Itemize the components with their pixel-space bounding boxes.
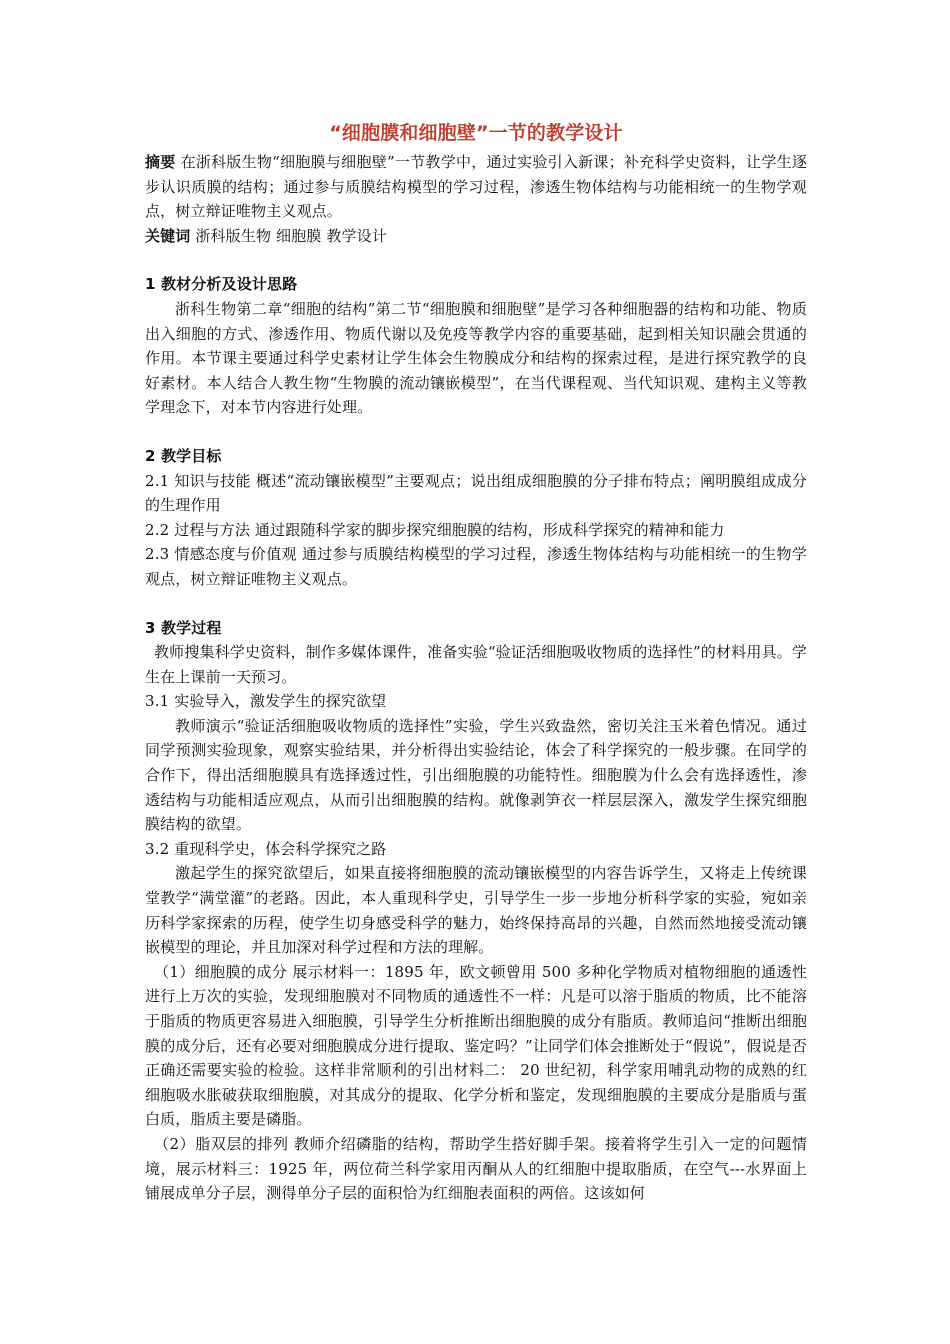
section-3-intro: 教师搜集科学史资料，制作多媒体课件，准备实验“验证活细胞吸收物质的选择性”的材料用具。学生在上课前一天预习。: [145, 643, 807, 686]
section-1-paragraph: 浙科生物第二章“细胞的结构”第二节“细胞膜和细胞壁”是学习各种细胞器的结构和功能、物质出入细胞的方式、渗透作用、物质代谢以及免疫等教学内容的重要基础，起到相关知识融会贯通的作用。本节课主要通过科学史素材让学生体会生物膜成分和结构的探索过程，是进行探究教学的良好素材。本人结合人教生物“生物膜的流动镶嵌模型”，在当代课程观、当代知识观、建构主义等教学理念下，对本节内容进行处理。: [145, 299, 807, 417]
objective-item-2: 2.2 过程与方法 通过跟随科学家的脚步探究细胞膜的结构，形成科学探究的精神和能力: [145, 520, 725, 539]
abstract-label: 摘要: [145, 153, 176, 171]
section-3-heading: 3 教学过程: [145, 618, 222, 637]
objective-item-3: 2.3 情感态度与价值观 通过参与质膜结构模型的学习过程，渗透生物体结构与功能相统一的生物学观点，树立辩证唯物主义观点。: [145, 545, 807, 588]
abstract-text: 在浙科版生物“细胞膜与细胞壁”一节教学中，通过实验引入新课；补充科学史资料，让学生逐步认识质膜的结构；通过参与质膜结构模型的学习过程，渗透生物体结构与功能相统一的生物学观点，树立辩证唯物主义观点。: [145, 153, 807, 221]
subsection-3-1-heading: 3.1 实验导入，激发学生的探究欲望: [145, 692, 387, 711]
abstract-paragraph: [145, 150, 807, 224]
keywords-label: 关键词: [145, 226, 191, 245]
subsection-3-2-heading: 3.2 重现科学史，体会科学探究之路: [145, 839, 387, 858]
document-body: [145, 118, 807, 1206]
membrane-components-paragraph: （1）细胞膜的成分 展示材料一：1895 年，欧文顿曾用 500 多种化学物质对植物细胞的通透性进行上万次的实验，发现细胞膜对不同物质的通透性不一样：凡是可以溶于脂质的物质，比不能溶于脂质的物质更容易进入细胞膜，引导学生分析推断出细胞膜的成分有脂质。教师追问“推断出细胞膜的成分后，还有必要对细胞膜成分进行提取、鉴定吗？”让同学们体会推断处于“假说”，假说是否正确还需要实验的检验。这样非常顺利的引出材料二： 20 世纪初，科学家用哺乳动物的成熟的红细胞吸水胀破获取细胞膜，对其成分的提取、化学分析和鉴定，发现细胞膜的主要成分是脂质与蛋白质，脂质主要是磷脂。: [145, 962, 807, 1129]
objective-item-1: 2.1 知识与技能 概述“流动镶嵌模型”主要观点；说出组成细胞膜的分子排布特点；阐明膜组成成分的生理作用: [145, 471, 807, 515]
lipid-bilayer-paragraph: （2）脂双层的排列 教师介绍磷脂的结构，帮助学生搭好脚手架。接着将学生引入一定的问题情境，展示材料三：1925 年，两位荷兰科学家用丙酮从人的红细胞中提取脂质，在空气---水界面上铺展成单分子层，测得单分子层的面积恰为红细胞表面积的两倍。这该如何: [145, 1134, 807, 1203]
section-2-heading: 2 教学目标: [145, 446, 222, 465]
document-title: “细胞膜和细胞壁”一节的教学设计: [329, 122, 623, 144]
keywords-text: 浙科版生物 细胞膜 教学设计: [190, 226, 388, 245]
keywords-line: [145, 224, 807, 249]
subsection-3-1-paragraph: 教师演示“验证活细胞吸收物质的选择性”实验，学生兴致盎然，密切关注玉米着色情况。通过同学预测实验现象，观察实验结果，并分析得出实验结论，体会了科学探究的一般步骤。在同学的合作下，得出活细胞膜具有选择透过性，引出细胞膜的功能特性。细胞膜为什么会有选择透性，渗透结构与功能相适应观点，从而引出细胞膜的结构。就像剥笋衣一样层层深入，激发学生探究细胞膜结构的欲望。: [145, 716, 807, 834]
section-1-heading: 1 教材分析及设计思路: [145, 275, 298, 294]
subsection-3-2-paragraph: 激起学生的探究欲望后，如果直接将细胞膜的流动镶嵌模型的内容告诉学生，又将走上传统课堂教学“满堂灌”的老路。因此，本人重现科学史，引导学生一步一步地分析科学家的实验，宛如亲历科学家探索的历程，使学生切身感受科学的魅力，始终保持高昂的兴趣，自然而然地接受流动镶嵌模型的理论，并且加深对科学过程和方法的理解。: [145, 864, 807, 957]
